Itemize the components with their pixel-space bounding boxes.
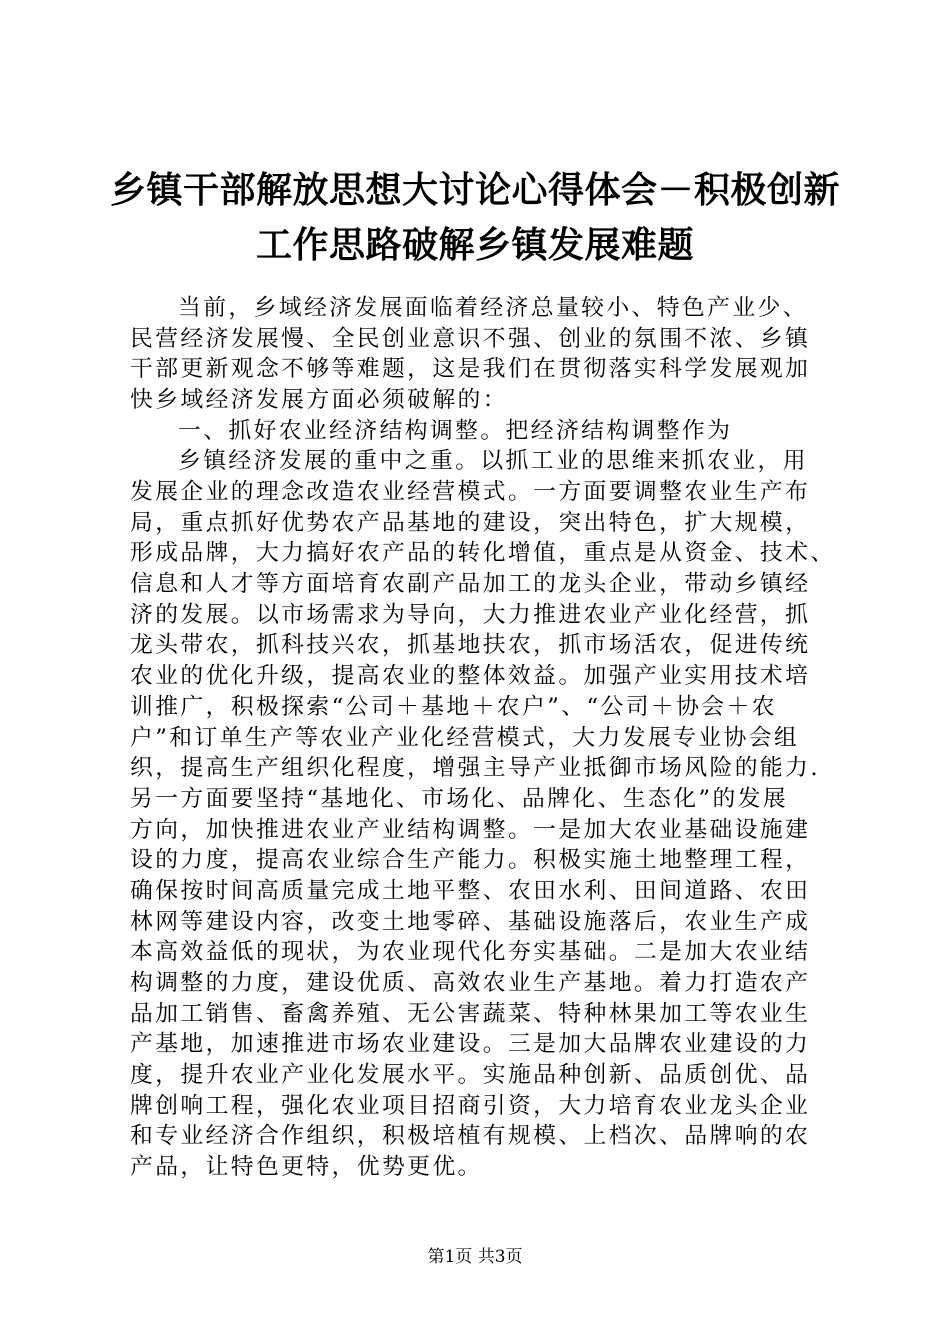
body-line-27: 牌创响工程，强化农业项目招商引资，大力培育农业龙头企业	[130, 1092, 811, 1119]
body-line-6: 乡镇经济发展的重中之重。以抓工业的思维来抓农业，用	[178, 448, 808, 475]
body-line-28: 和专业经济合作组织，积极培植有规模、上档次、品牌响的农	[130, 1123, 811, 1150]
body-line-24: 品加工销售、畜禽养殖、无公害蔬菜、特种林果加工等农业生	[130, 1000, 811, 1027]
body-line-19: 设的力度，提高农业综合生产能力。积极实施土地整理工程，	[130, 847, 811, 874]
body-line-9: 形成品牌，大力搞好农产品的转化增值，重点是从资金、技术、	[130, 540, 836, 567]
body-line-16: 织，提高生产组织化程度，增强主导产业抵御市场风险的能力.	[130, 755, 820, 782]
body-line-2: 民营经济发展慢、全民创业意识不强、创业的氛围不浓、乡镇	[130, 325, 811, 352]
document-title-line-2: 工作思路破解乡镇发展难题	[255, 224, 694, 266]
body-line-5: 一、抓好农业经济结构调整。把经济结构调整作为	[178, 417, 733, 444]
body-line-18: 方向，加快推进农业产业结构调整。一是加大农业基础设施建	[130, 816, 811, 843]
body-line-8: 局，重点抓好优势农产品基地的建设，突出特色，扩大规模，	[130, 509, 811, 536]
page-footer: 第1页 共3页	[427, 1247, 523, 1267]
body-line-11: 济的发展。以市场需求为导向，大力推进农业产业化经营，抓	[130, 601, 811, 628]
body-line-21: 林网等建设内容，改变土地零碎、基础设施落后，农业生产成	[130, 908, 811, 935]
body-line-1: 当前，乡域经济发展面临着经济总量较小、特色产业少、	[178, 295, 808, 321]
body-line-14: 训推广，积极探索“公司＋基地＋农户”、“公司＋协会＋农	[130, 693, 777, 720]
body-line-17: 另一方面要坚持“基地化、市场化、品牌化、生态化”的发展	[130, 785, 789, 812]
body-line-23: 构调整的力度，建设优质、高效农业生产基地。着力打造农产	[130, 969, 811, 996]
body-line-10: 信息和人才等方面培育农副产品加工的龙头企业，带动乡镇经	[130, 571, 811, 598]
body-line-29: 产品，让特色更特，优势更优。	[130, 1154, 483, 1180]
body-line-15: 户”和订单生产等农业产业化经营模式，大力发展专业协会组	[130, 724, 800, 751]
body-line-4: 快乡域经济发展方面必须破解的：	[130, 387, 508, 414]
body-line-22: 本高效益低的现状，为农业现代化夯实基础。二是加大农业结	[130, 939, 811, 966]
body-line-13: 农业的优化升级，提高农业的整体效益。加强产业实用技术培	[130, 663, 811, 690]
body-line-12: 龙头带农，抓科技兴农，抓基地扶农，抓市场活农，促进传统	[130, 632, 811, 659]
body-line-7: 发展企业的理念改造农业经营模式。一方面要调整农业生产布	[130, 479, 811, 506]
body-line-26: 度，提升农业产业化发展水平。实施品种创新、品质创优、品	[130, 1061, 811, 1088]
body-line-25: 产基地，加速推进市场农业建设。三是加大品牌农业建设的力	[130, 1031, 811, 1058]
document-title-line-1: 乡镇干部解放思想大讨论心得体会－积极创新	[109, 169, 840, 211]
body-line-3: 干部更新观念不够等难题，这是我们在贯彻落实科学发展观加	[130, 356, 811, 383]
body-line-20: 确保按时间高质量完成土地平整、农田水利、田间道路、农田	[130, 877, 811, 904]
